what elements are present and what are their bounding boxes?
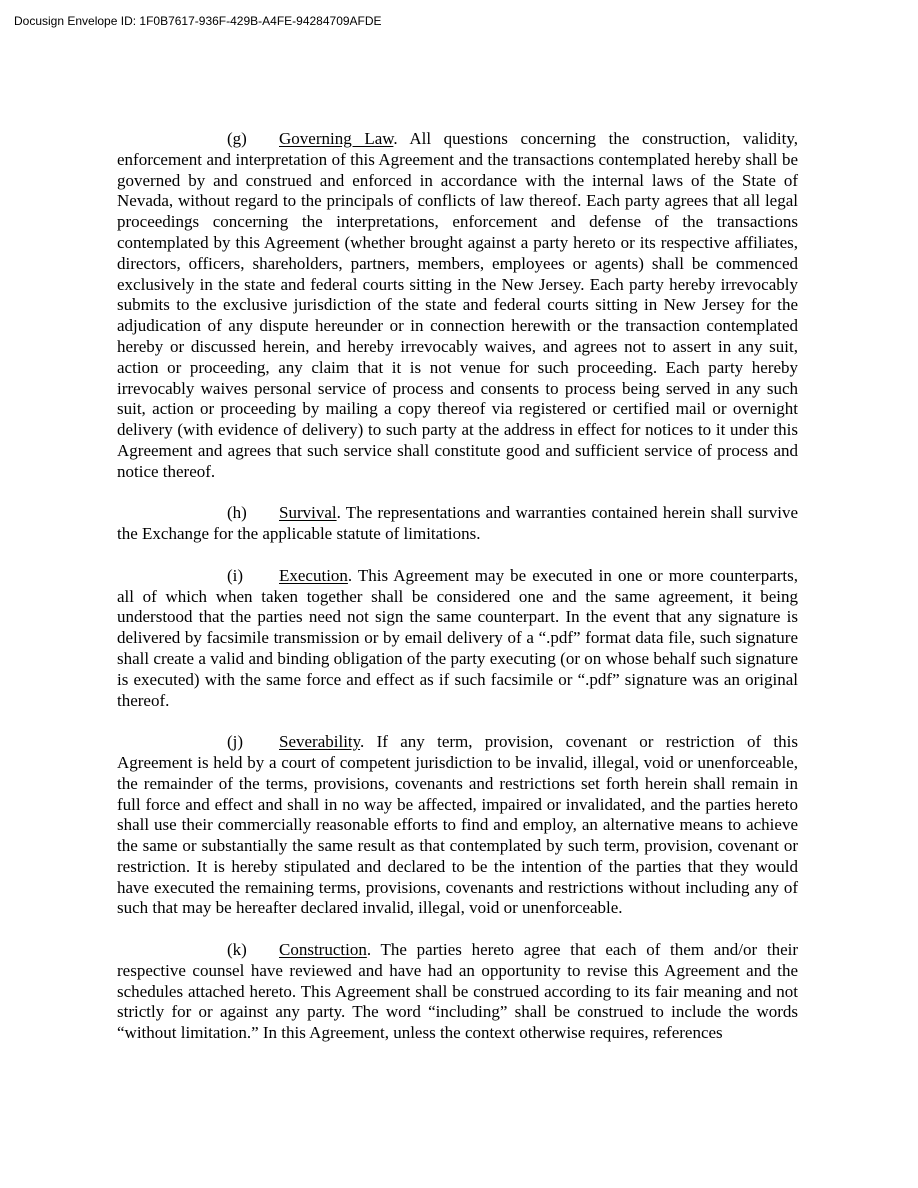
section-text: . The representations and warranties contained herein shall survive the Exchange for the applicable statute of limitations. (117, 503, 798, 544)
section-governing-law (117, 129, 798, 483)
docusign-envelope-id: Docusign Envelope ID: 1F0B7617-936F-429B-A4FE-94284709AFDE (14, 14, 382, 28)
section-number: (j) (227, 732, 244, 752)
section-survival (117, 503, 798, 545)
section-construction (117, 940, 798, 1044)
section-heading: Survival (279, 503, 337, 523)
section-heading: Severability (279, 732, 361, 752)
section-text: . This Agreement may be executed in one or more counterparts, all of which when taken together shall be considered one and the same agreement, it being understood that the parties need not sign the same counterpart. In the event that any signature is delivered by facsimile transmission or by email delivery of a “.pdf” format data file, such signature shall create a valid and binding obligation of the party executing (or on whose behalf such signature is executed) with the same force and effect as if such facsimile or “.pdf” signature was an original thereof. (117, 565, 798, 710)
section-heading: Construction (279, 940, 367, 960)
section-execution (117, 566, 798, 712)
section-severability (117, 732, 798, 919)
section-heading: Governing Law (279, 129, 394, 148)
section-text: . If any term, provision, covenant or restriction of this Agreement is held by a court of competent jurisdiction to be invalid, illegal, void or unenforceable, the remainder of the terms, provisions, covenants and restrictions set forth herein shall remain in full force and effect and shall in no way be affected, impaired or invalidated, and the parties hereto shall use their commercially reasonable efforts to find and employ, an alternative means to achieve the same or substantially the same result as that contemplated by such term, provision, covenant or restriction. It is hereby stipulated and declared to be the intention of the parties that they would have executed the remaining terms, provisions, covenants and restrictions without including any of such that may be hereafter declared invalid, illegal, void or unenforceable. (117, 732, 798, 918)
section-number: (h) (227, 503, 247, 523)
section-number: (g) (227, 129, 247, 148)
section-heading: Execution (279, 565, 348, 585)
section-number: (k) (227, 940, 247, 960)
section-text: . All questions concerning the construction, validity, enforcement and interpretation of this Agreement and the transactions contemplated hereby shall be governed by and construed and enforced in accordance with the internal laws of the State of Nevada, without regard to the principals of conflicts of law thereof. Each party agrees that all legal proceedings concerning the interpretations, enforcement and defense of the transactions contemplated by this Agreement (whether brought against a party hereto or its respective affiliates, directors, officers, shareholders, partners, members, employees or agents) shall be commenced exclusively in the state and federal courts sitting in the New Jersey. Each party hereby irrevocably submits to the exclusive jurisdiction of the state and federal courts sitting in New Jersey for the adjudication of any dispute hereunder or in connection herewith or the transaction contemplated hereby or discussed herein, and hereby irrevocably waives, and agrees not to assert in any suit, action or proceeding, any claim that it is not venue for such proceeding. Each party hereby irrevocably waives personal service of process and consents to process being served in any such suit, action or proceeding by mailing a copy thereof via registered or certified mail or overnight delivery (with evidence of delivery) to such party at the address in effect for notices to it under this Agreement and agrees that such service shall constitute good and sufficient service of process and notice thereof. (117, 129, 798, 481)
document-body (117, 129, 798, 1044)
section-number: (i) (227, 565, 244, 585)
section-text: . The parties hereto agree that each of them and/or their respective counsel have reviewed and have had an opportunity to revise this Agreement and the schedules attached hereto. This Agreement shall be construed according to its fair meaning and not strictly for or against any party. The word “including” shall be construed to include the words “without limitation.” In this Agreement, unless the context otherwise requires, references (117, 940, 798, 1043)
